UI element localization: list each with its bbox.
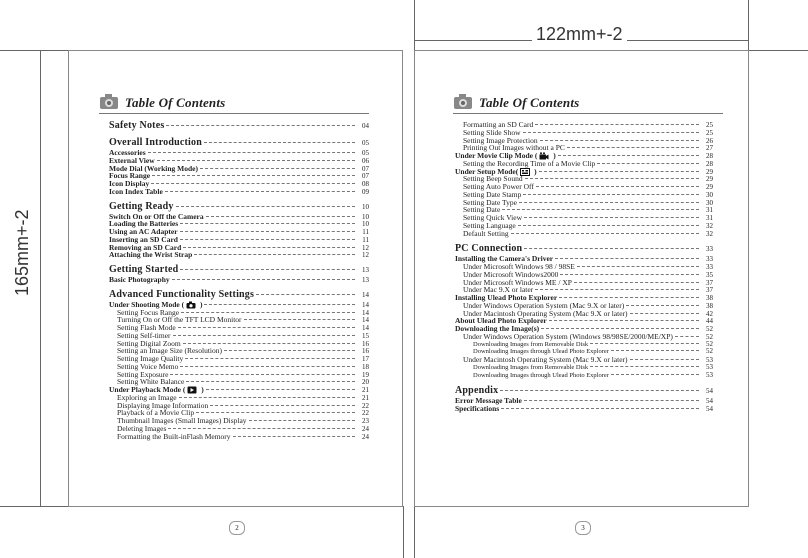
toc-page-number: 52 [706,339,713,348]
leader-dots [524,248,699,249]
toc-page-number: 20 [362,378,369,387]
leader-dots [183,343,355,344]
toc-page-number: 21 [362,393,369,402]
toc-page-number: 05 [362,149,369,157]
toc-page-number: 28 [706,159,713,168]
toc-page-number: 11 [362,235,369,244]
toc-section[interactable] [109,265,369,275]
leader-dots [675,336,699,337]
toc-entry-title: Getting Ready [109,200,174,212]
toc-page-number: 17 [362,355,369,363]
toc-page-number: 37 [706,278,713,287]
toc-page-number: 10 [362,202,369,211]
toc-entry[interactable] [455,405,713,413]
leader-dots [525,178,699,179]
leader-dots [567,147,699,148]
toc-entry-title: Specifications [455,404,500,413]
toc-entry-title: Under Setup Mode( ) [455,166,537,176]
toc-page-number: 22 [362,409,369,418]
leader-dots [157,160,355,161]
toc-page-number: 19 [362,370,369,379]
leader-dots [244,319,355,320]
toc-entry-title: Icon Index Table [109,186,163,196]
toc-entry-title: Using an AC Adapter [109,227,178,236]
toc-entry-title: Inserting an SD Card [109,234,178,244]
toc-page-number: 24 [362,424,369,433]
toc-header [453,93,723,113]
toc-title: Table Of Contents [479,95,580,110]
leader-dots [196,412,355,413]
toc-entry-title: Setting Language [463,220,516,230]
toc-entry-title: Setting Image Quality [117,354,184,363]
toc-page-number: 16 [362,339,369,348]
leader-dots [173,335,355,336]
toc-page-number: 38 [706,294,713,302]
leader-dots [210,405,355,406]
header-rule [453,113,723,114]
leader-dots [501,408,699,409]
leader-dots [206,216,355,217]
dimension-line-side [40,50,41,506]
crop-mark [403,506,404,558]
toc-entry-title: Thumbnail Images (Small Images) Display [117,416,247,425]
toc-entry-title: Setting Flash Mode [117,323,176,332]
toc-entry-title: Setting Digital Zoom [117,338,181,348]
toc-entry-title: Playback of a Movie Clip [117,408,195,418]
toc-entry-suffix: ) [551,151,556,160]
toc-entry-title: Setting Date [463,205,501,215]
toc-entry-title: Formatting the Built-inFlash Memory [117,431,231,441]
leader-dots [590,343,699,344]
toc-section[interactable] [455,386,713,396]
toc-page-number: 27 [706,144,713,153]
toc-entry-title: Downloading Images from Removable Disk [473,363,589,371]
leader-dots [558,155,699,156]
leader-dots [166,125,355,126]
toc-entry[interactable] [455,341,713,349]
toc-page-number: 53 [706,356,713,364]
toc-page-number: 11 [362,228,369,236]
toc-page-number: 30 [706,190,713,199]
leader-dots [536,186,699,187]
toc-entry-title: Setting Self-timer [117,330,171,340]
leader-dots [626,305,699,306]
toc-entry-title: Under Playback Mode ( ) [109,385,204,394]
leader-dots [168,428,355,429]
toc-entry-title: Under Macintosh Operating System (Mac 9.X or later) [463,308,628,318]
toc-entry-title: Setting an Image Size (Resolution) [117,346,222,356]
toc-entry-title: Getting Started [109,264,179,275]
leader-dots [233,436,355,437]
toc-entry-title: Downloading Images through Ulead Photo Explorer [473,348,609,356]
toc-page-number: 13 [362,276,369,284]
leader-dots [523,132,699,133]
toc-page-number: 04 [362,122,369,130]
toc-entry-suffix: ) [199,385,204,394]
leader-dots [180,223,355,224]
header-rule [99,113,369,114]
toc-page-left [68,50,403,532]
camera-icon [99,93,119,110]
toc-entry-title: Under Microsoft Windows2000 [463,269,559,279]
leader-dots [194,254,355,255]
toc-page-number: 14 [362,290,369,299]
leader-dots [183,247,355,248]
toc-entry[interactable] [455,364,713,372]
toc-page-number: 28 [706,152,713,160]
toc-page-number: 52 [706,347,713,356]
toc-page-number: 32 [706,229,713,238]
leader-dots [180,231,355,232]
toc-entry-title: Basic Photography [109,275,170,284]
toc-entry[interactable] [109,433,369,441]
toc-entry-title: Turning On or Off the TFT LCD Monitor [117,315,242,325]
toc-entry[interactable] [109,251,369,259]
leader-dots [180,269,355,270]
toc-header [99,93,369,113]
toc-entry-title: Appendix [455,385,499,397]
toc-entry-title: Focus Range [109,171,151,181]
leader-dots [180,239,355,240]
toc-page-number: 09 [362,187,369,196]
toc-entry-title: Default Setting [463,228,509,238]
toc-page-number: 42 [706,309,713,318]
toc-section[interactable] [109,202,369,212]
toc-page-number: 29 [706,167,713,176]
toc-entry[interactable] [455,230,713,238]
toc-page-number: 14 [362,316,369,325]
leader-dots [180,366,355,367]
toc-entry-title: Displaying Image Information [117,400,209,410]
toc-entry-suffix: ) [198,299,203,309]
toc-entry-title: Setting Exposure [117,369,169,379]
leader-dots [148,152,355,153]
toc-page-number: 07 [362,164,369,173]
toc-entry-title: Setting Beep Sound [463,174,523,184]
leader-dots [535,124,699,125]
toc-page-number: 15 [362,331,369,340]
toc-page-number: 52 [706,332,713,341]
toc-page-number: 53 [706,370,713,379]
toc-entry[interactable] [109,276,369,284]
leader-dots [524,400,699,401]
leader-dots [204,304,355,305]
toc-page-number: 14 [362,300,369,309]
toc-page-number: 13 [362,266,369,274]
toc-page-number: 06 [362,156,369,165]
leader-dots [555,258,699,259]
toc-page-number: 22 [362,401,369,410]
width-dimension-label: 122mm+-2 [532,24,627,45]
toc-entry-title: External View [109,155,155,165]
toc-entry-title: PC Connection [455,243,523,255]
toc-page-number: 53 [706,362,713,371]
toc-section[interactable] [109,290,369,300]
toc-page-number: 25 [706,128,713,137]
leader-dots [151,183,355,184]
toc-section[interactable] [109,121,369,131]
toc-entry-title: Attaching the Wrist Strap [109,250,193,260]
toc-entry-title: Accessories [109,148,146,157]
toc-entry-title: Setting Image Protection [463,135,538,145]
toc-page-number: 54 [706,387,713,396]
toc-section[interactable] [109,138,369,148]
toc-page-number: 18 [362,362,369,371]
toc-entry-title: Downloading Images through Ulead Photo Explorer [473,371,609,379]
toc-entry-title: Error Message Table [455,396,522,406]
leader-dots [519,202,699,203]
toc-entry-title: Downloading Images from Removable Disk [473,340,589,348]
toc-page-number: 14 [362,324,369,332]
toc-entry[interactable] [109,188,369,196]
toc-entry-title: Setting Date Stamp [463,189,522,199]
toc-entry-title: Under Shooting Mode ( ) [109,299,203,309]
leader-dots [165,191,355,192]
toc-entry-title: Deleting Images [117,423,167,433]
toc-entry-title: Exploring an Image [117,392,177,402]
toc-entry-title: Loading the Batteries [109,219,179,229]
toc-entry-title: Under Mac 9.X or later [463,285,534,295]
leader-dots [206,389,355,390]
toc-entry-title: Setting Slide Show [463,127,521,137]
leader-dots [523,194,699,195]
toc-entry-title: Under Windows Operation System (Mac 9.X or later) [463,300,625,310]
leader-dots [518,225,699,226]
leader-dots [185,358,355,359]
toc-entry-title: Setting White Balance [117,377,185,387]
toc-entry-title: Mode Dial (Working Mode) [109,163,198,173]
page-number: 2 [229,521,245,535]
toc-entry-title: Setting Date Type [463,197,517,207]
leader-dots [511,233,699,234]
toc-entry-title: Safety Notes [109,120,165,131]
toc-entry-title: Installing Ulead Photo Explorer [455,293,558,302]
leader-dots [577,266,699,267]
toc-entry-title: Under Microsoft Windows 98 / 98SE [463,262,575,271]
leader-dots [524,217,699,218]
leader-dots [186,381,355,382]
toc-page-number: 23 [362,417,369,425]
toc-entry-title: Formatting an SD Card [463,120,534,129]
toc-page-number: 54 [706,405,713,413]
toc-page-number: 29 [706,183,713,191]
toc-entry-title: Under Microsoft Windows ME / XP [463,277,572,287]
toc-page-number: 37 [706,286,713,295]
toc-page-number: 38 [706,301,713,310]
leader-dots [224,350,355,351]
toc-page-number: 08 [362,180,369,188]
toc-page-number: 12 [362,243,369,252]
toc-entry-suffix: ) [532,166,537,176]
leader-dots [597,163,699,164]
toc-page-number: 26 [706,136,713,145]
leader-dots [630,359,699,360]
toc-entry-title: Under Movie Clip Mode ( ) [455,151,556,160]
height-dimension-label: 165mm+-2 [12,205,33,300]
toc-entry-title: Setting the Recording Time of a Movie Clip [463,158,596,168]
crop-mark [0,506,68,507]
crop-mark [414,506,415,558]
toc-page-right [414,50,749,532]
toc-page-number: 16 [362,347,369,356]
leader-dots [176,206,355,207]
toc-entry-title: Overall Introduction [109,137,202,148]
leader-dots [611,350,699,351]
toc-page-number: 14 [362,308,369,317]
leader-dots [170,374,355,375]
leader-dots [181,312,355,313]
toc-page-number: 31 [706,206,713,215]
leader-dots [179,397,355,398]
toc-page-number: 29 [706,175,713,184]
crop-mark [748,0,749,50]
toc-entry-title: Setting Auto Power Off [463,182,534,191]
toc-section[interactable] [455,244,713,254]
toc-entry-title: Printing Out Images without a PC [463,143,565,153]
leader-dots [256,294,355,295]
leader-dots [539,171,699,172]
toc-entry-title: Installing the Camera's Driver [455,254,554,264]
toc-page-number: 10 [362,220,369,229]
leader-dots [540,140,699,141]
toc-entry-title: Under Windows Operation System (Windows 98/98SE/2000/ME/XP) [463,331,673,341]
toc-entry-title: Downloading the Image(s) [455,324,540,333]
toc-page-number: 33 [706,255,713,264]
toc-entry-title: Switch On or Off the Camera [109,211,204,221]
toc-page-number: 30 [706,198,713,207]
camera-icon [453,93,473,110]
leader-dots [549,320,699,321]
toc-entry-title: Removing an SD Card [109,242,182,252]
leader-dots [535,289,699,290]
leader-dots [172,279,355,280]
crop-mark [0,50,68,51]
toc-page-number: 54 [706,397,713,406]
leader-dots [541,328,699,329]
toc-title: Table Of Contents [125,95,226,110]
leader-dots [152,175,355,176]
leader-dots [502,209,699,210]
toc-page-number: 35 [706,270,713,279]
toc-page-number: 31 [706,214,713,222]
leader-dots [611,374,699,375]
toc-page-number: 52 [706,325,713,333]
toc-page-number: 33 [706,263,713,271]
leader-dots [200,168,355,169]
leader-dots [630,313,699,314]
toc-page-number: 12 [362,251,369,260]
toc-entry-title: Setting Voice Memo [117,361,179,371]
toc-page-number: 21 [362,386,369,394]
leader-dots [204,142,355,143]
toc-page-number: 10 [362,212,369,221]
toc-entry-title: Setting Focus Range [117,307,180,317]
toc-page-number: 33 [706,245,713,254]
page-number: 3 [575,521,591,535]
leader-dots [560,274,699,275]
toc-page-number: 05 [362,139,369,147]
toc-entry[interactable] [455,372,713,380]
leader-dots [590,366,699,367]
toc-page-number: 07 [362,172,369,181]
toc-entry-title: Under Macintosh Operating System (Mac 9.X or later) [463,355,628,364]
leader-dots [559,297,699,298]
toc-page-number: 44 [706,317,713,326]
crop-mark [748,50,808,51]
toc-page-number: 25 [706,121,713,129]
toc-page-number: 24 [362,432,369,441]
toc-page-number: 32 [706,221,713,230]
toc-entry-title: Icon Display [109,179,150,188]
toc-entry-title: Advanced Functionality Settings [109,288,255,300]
toc-entry-title: Setting Quick View [463,213,522,222]
crop-mark [414,0,415,50]
toc-entry-title: About Ulead Photo Explorer [455,316,547,326]
leader-dots [249,420,355,421]
leader-dots [574,282,699,283]
leader-dots [178,327,355,328]
leader-dots [500,390,699,391]
